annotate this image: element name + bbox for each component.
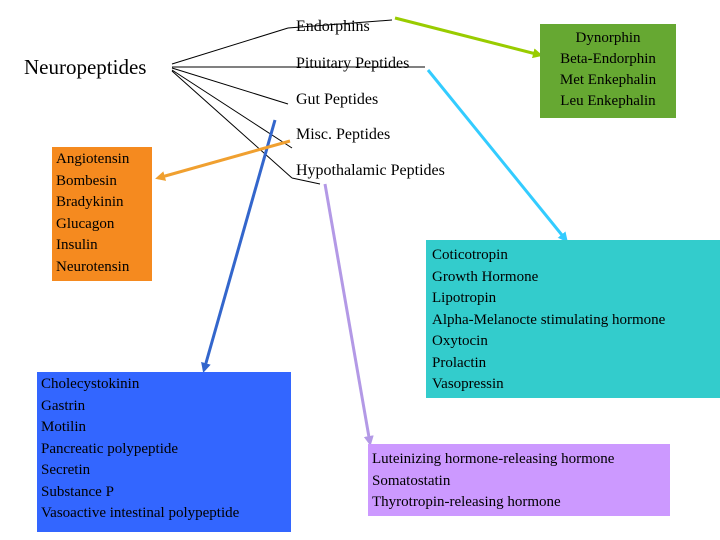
box-item: Met Enkephalin [559,72,657,88]
box-item: Cholecystokinin [41,376,140,392]
box-item: Substance P [41,483,114,500]
box-item: Vasopressin [432,376,504,392]
box-item: Growth Hormone [432,268,539,285]
branch-label-pituitary: Pituitary Peptides [296,55,410,72]
line-to-misc [172,70,292,148]
root-label: Neuropeptides [24,55,147,79]
box-item: Neurotensin [56,258,130,275]
line-to-endorphins [172,28,288,64]
box-item: Coticotropin [432,247,508,263]
box-item: Somatostatin [372,472,451,489]
box-item: Dynorphin [575,30,641,46]
box-item: Lipotropin [432,290,497,306]
box-item: Bombesin [56,172,117,189]
branch-label-misc: Misc. Peptides [296,126,391,143]
box-item: Luteinizing hormone-releasing hormone [372,451,615,467]
box-item: Secretin [41,462,91,478]
box-item: Bradykinin [56,194,124,210]
branch-label-hypothalamic: Hypothalamic Peptides [296,162,445,179]
box-item: Prolactin [432,354,487,371]
box-item: Insulin [56,237,98,253]
arrow-endorphins [395,18,540,55]
box-item: Angiotensin [56,151,130,167]
gut-peptides-box [37,372,291,532]
branch-label-endorphins: Endorphins [296,18,370,35]
arrow-hypothalamic [325,184,370,443]
misc-peptides-box [52,147,152,281]
box-item: Gastrin [41,397,86,414]
box-item: Beta-Endorphin [560,51,656,67]
box-item: Vasoactive intestinal polypeptide [41,505,240,521]
box-item: Alpha-Melanocte stimulating hormone [432,311,666,328]
endorphins-box [540,24,676,118]
arrow-misc [158,141,290,178]
box-item: Leu Enkephalin [560,93,656,109]
pituitary-peptides-box [426,240,720,398]
box-item: Oxytocin [432,333,488,349]
box-item: Thyrotropin-releasing hormone [372,494,561,510]
arrow-gut [204,120,275,370]
box-item: Pancreatic polypeptide [41,440,179,457]
box-item: Glucagon [56,215,115,232]
box-item: Motilin [41,419,87,435]
hypothalamic-peptides-box [368,444,670,516]
branch-label-gut: Gut Peptides [296,91,379,108]
